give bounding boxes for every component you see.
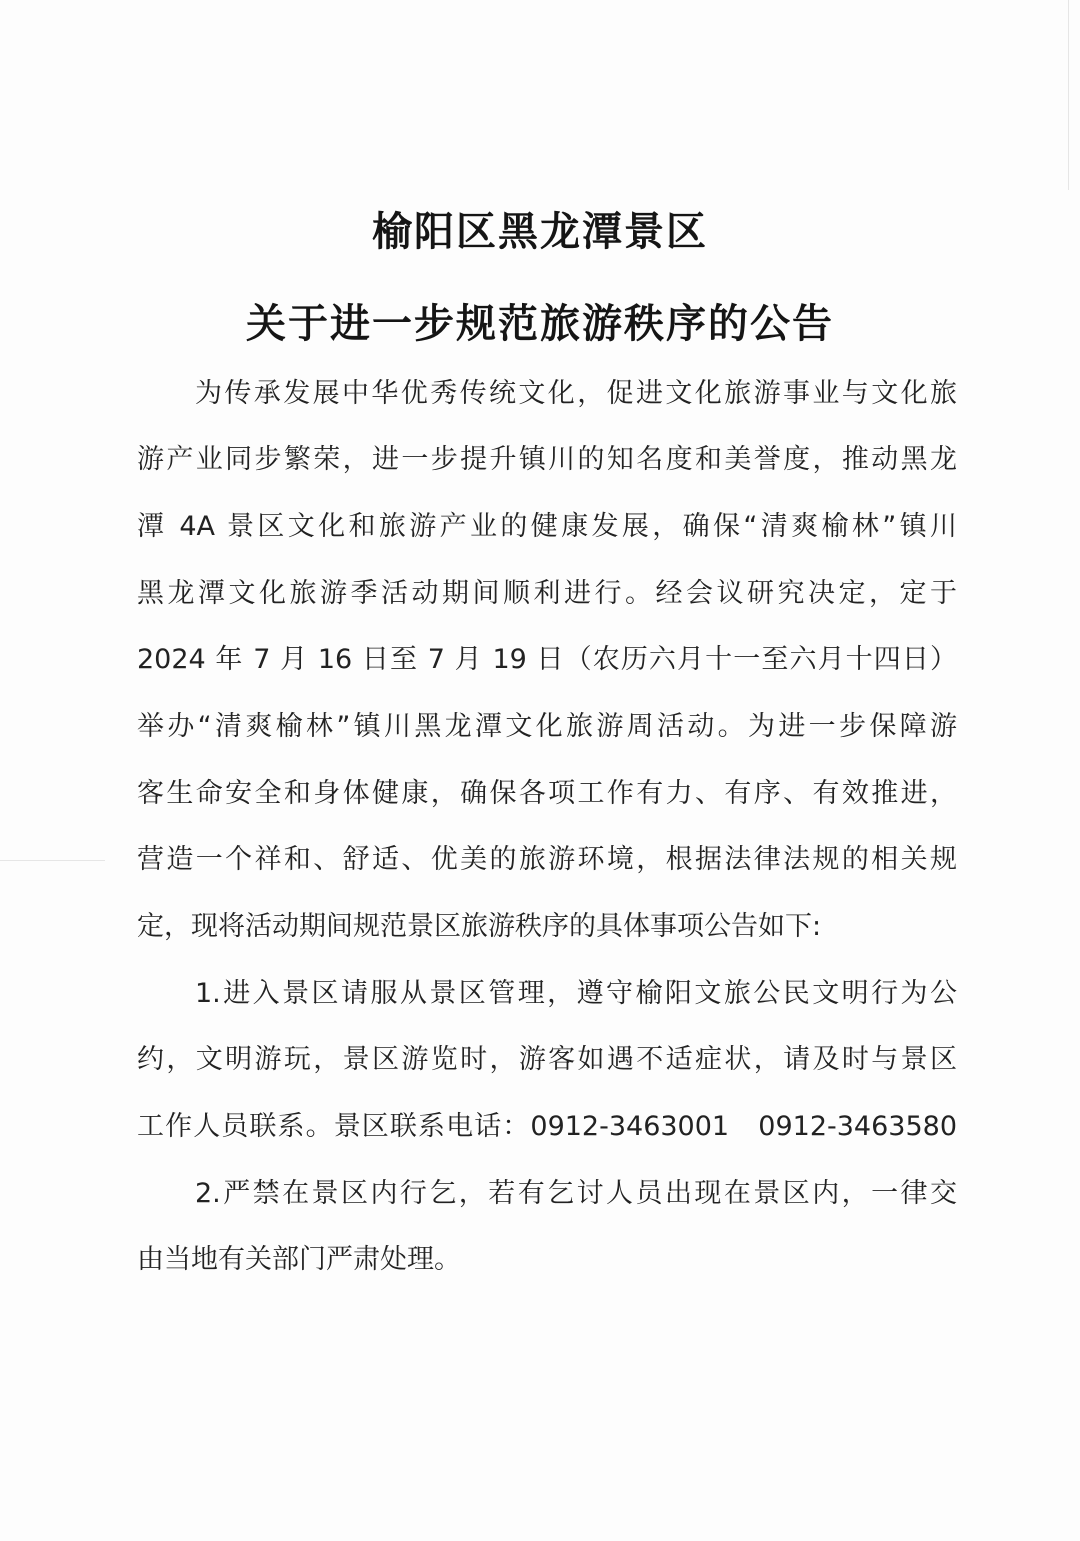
list-item-2-line: 2.严禁在景区内行乞，若有乞讨人员出现在景区内，一律交 <box>195 1178 957 1209</box>
body-line: 客生命安全和身体健康，确保各项工作有力、有序、有效推进， <box>137 778 957 809</box>
body-line: 黑龙潭文化旅游季活动期间顺利进行。经会议研究决定，定于 <box>137 578 957 609</box>
body-line: 潭 4A 景区文化和旅游产业的健康发展，确保“清爽榆林”镇川 <box>137 511 957 542</box>
body-line: 游产业同步繁荣，进一步提升镇川的知名度和美誉度，推动黑龙 <box>137 444 957 475</box>
scan-artifact <box>0 860 105 861</box>
document-title-line-1: 榆阳区黑龙潭景区 <box>372 208 708 255</box>
scan-artifact <box>1068 0 1069 190</box>
body-line: 2024 年 7 月 16 日至 7 月 19 日（农历六月十一至六月十四日） <box>137 644 957 675</box>
body-line: 为传承发展中华优秀传统文化，促进文化旅游事业与文化旅 <box>195 378 957 409</box>
list-item-2-line: 由当地有关部门严肃处理。 <box>137 1244 461 1275</box>
list-item-1-line: 约，文明游玩，景区游览时，游客如遇不适症状，请及时与景区 <box>137 1044 957 1075</box>
body-line: 举办“清爽榆林”镇川黑龙潭文化旅游周活动。为进一步保障游 <box>137 711 957 742</box>
document-title-line-2: 关于进一步规范旅游秩序的公告 <box>246 300 834 347</box>
body-line: 营造一个祥和、舒适、优美的旅游环境，根据法律法规的相关规 <box>137 844 957 875</box>
list-item-1-line: 1.进入景区请服从景区管理，遵守榆阳文旅公民文明行为公 <box>195 978 957 1009</box>
body-line: 定，现将活动期间规范景区旅游秩序的具体事项公告如下: <box>137 911 822 942</box>
list-item-1-line: 工作人员联系。景区联系电话：0912-3463001 0912-3463580 <box>137 1111 957 1142</box>
